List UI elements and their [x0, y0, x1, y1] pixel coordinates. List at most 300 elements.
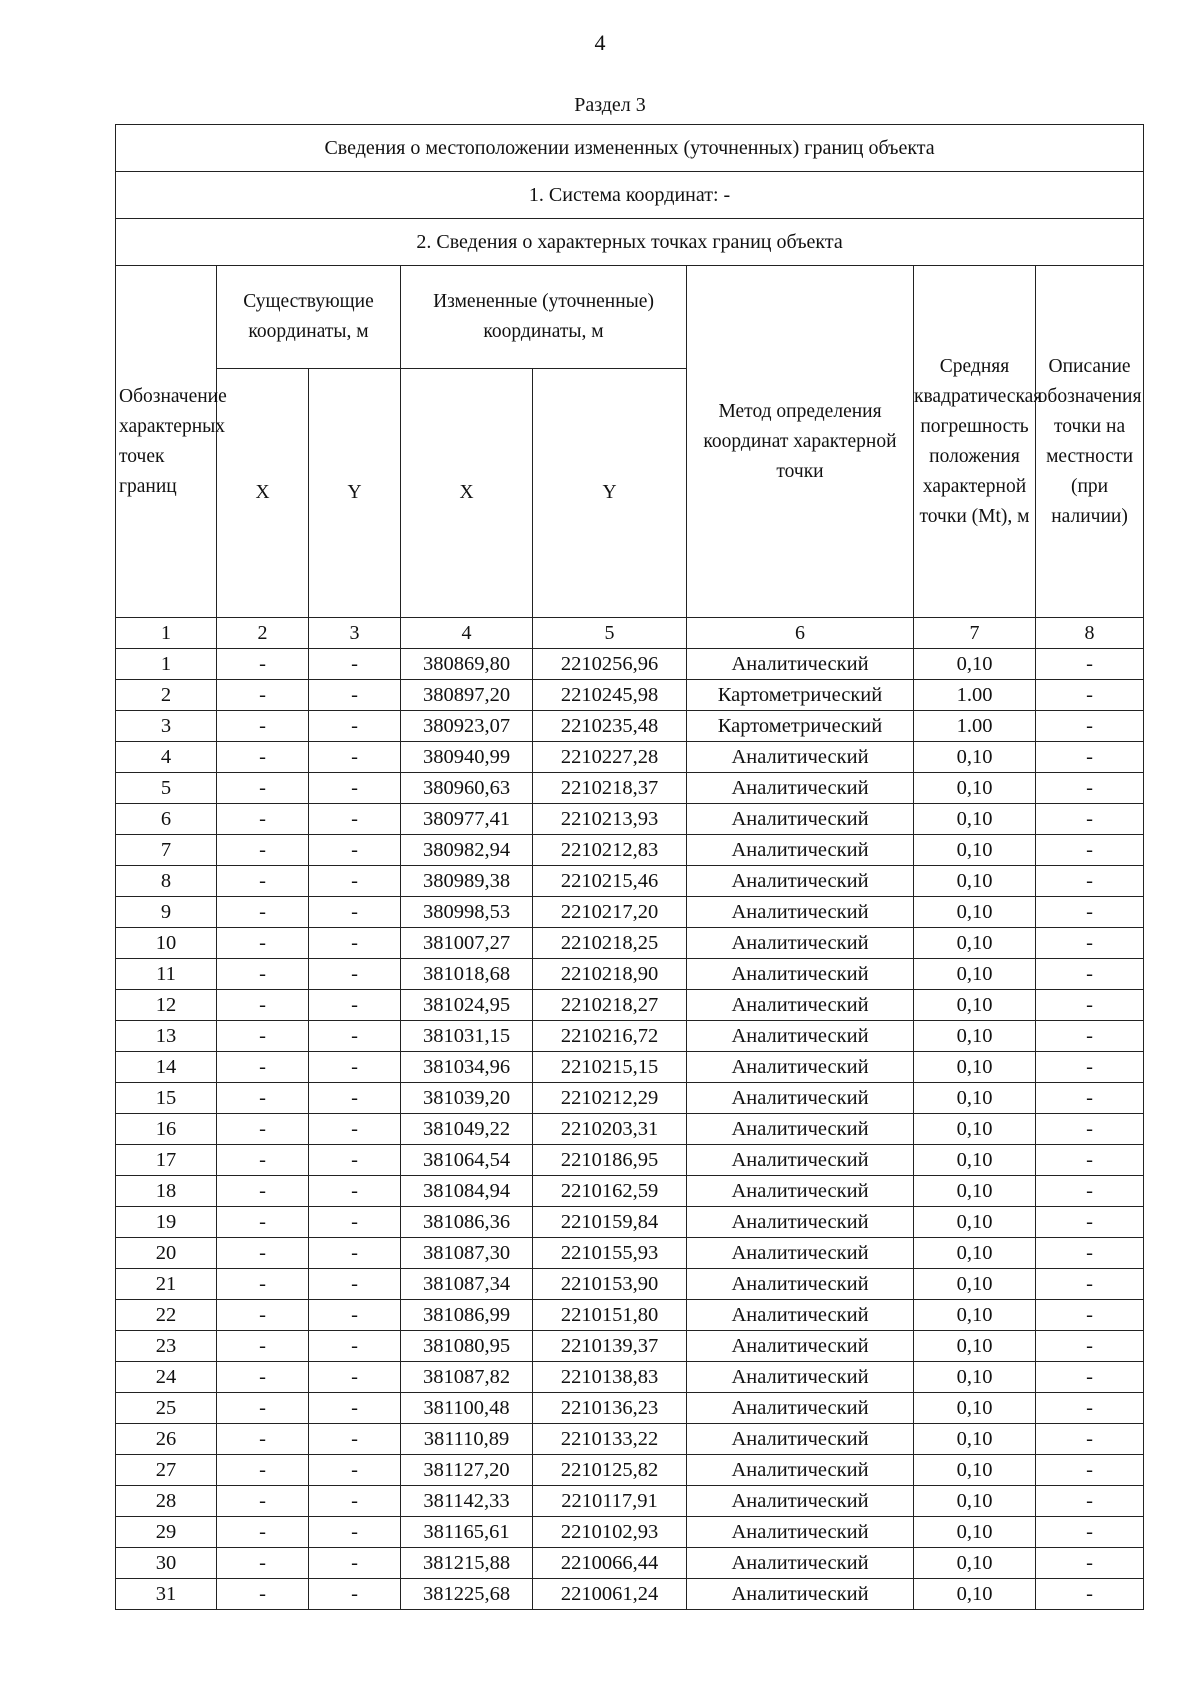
method-cell: Аналитический — [687, 928, 914, 959]
changed-y-cell: 2210213,93 — [533, 804, 687, 835]
existing-x-cell: - — [217, 1238, 309, 1269]
description-cell: - — [1036, 1548, 1144, 1579]
changed-x-cell: 381018,68 — [401, 959, 533, 990]
description-cell: - — [1036, 1517, 1144, 1548]
changed-x-cell: 381225,68 — [401, 1579, 533, 1610]
method-cell: Аналитический — [687, 1455, 914, 1486]
mt-value-cell: 0,10 — [914, 1269, 1036, 1300]
header-existing-y: Y — [309, 369, 401, 618]
changed-y-cell: 2210212,29 — [533, 1083, 687, 1114]
point-number-cell: 1 — [116, 649, 217, 680]
page-number: 4 — [594, 30, 606, 55]
existing-x-cell: - — [217, 1393, 309, 1424]
changed-y-cell: 2210102,93 — [533, 1517, 687, 1548]
description-cell: - — [1036, 1424, 1144, 1455]
changed-y-cell: 2210139,37 — [533, 1331, 687, 1362]
existing-x-cell: - — [217, 773, 309, 804]
existing-x-cell: - — [217, 1176, 309, 1207]
description-cell: - — [1036, 1083, 1144, 1114]
point-number-cell: 2 — [116, 680, 217, 711]
method-cell: Аналитический — [687, 1486, 914, 1517]
method-cell: Картометрический — [687, 680, 914, 711]
changed-y-cell: 2210138,83 — [533, 1362, 687, 1393]
method-cell: Аналитический — [687, 1052, 914, 1083]
description-cell: - — [1036, 1300, 1144, 1331]
mt-value-cell: 0,10 — [914, 1455, 1036, 1486]
header-changed-coordinates: Измененные (уточненные) координаты, м — [401, 266, 687, 369]
table-row — [116, 1207, 1144, 1238]
method-cell: Аналитический — [687, 1300, 914, 1331]
description-cell: - — [1036, 1238, 1144, 1269]
changed-y-cell: 2210066,44 — [533, 1548, 687, 1579]
table-row — [116, 1579, 1144, 1610]
header-method: Метод определения координат характерной точки — [687, 266, 914, 618]
changed-y-cell: 2210218,25 — [533, 928, 687, 959]
existing-x-cell: - — [217, 1579, 309, 1610]
existing-y-cell: - — [309, 1486, 401, 1517]
mt-value-cell: 0,10 — [914, 1486, 1036, 1517]
existing-x-cell: - — [217, 990, 309, 1021]
point-number-cell: 6 — [116, 804, 217, 835]
existing-x-cell: - — [217, 1083, 309, 1114]
changed-y-cell: 2210061,24 — [533, 1579, 687, 1610]
table-row — [116, 680, 1144, 711]
existing-x-cell: - — [217, 866, 309, 897]
method-cell: Аналитический — [687, 1083, 914, 1114]
mt-value-cell: 0,10 — [914, 990, 1036, 1021]
description-cell: - — [1036, 1331, 1144, 1362]
header-existing-x: X — [217, 369, 309, 618]
existing-x-cell: - — [217, 1021, 309, 1052]
existing-x-cell: - — [217, 649, 309, 680]
changed-x-cell: 380869,80 — [401, 649, 533, 680]
point-number-cell: 23 — [116, 1331, 217, 1362]
header-description: Описание обозначения точки на местности (при наличии) — [1036, 266, 1144, 618]
method-cell: Аналитический — [687, 835, 914, 866]
mt-value-cell: 0,10 — [914, 1021, 1036, 1052]
column-number: 8 — [1036, 618, 1144, 649]
table-row — [116, 1176, 1144, 1207]
description-cell: - — [1036, 680, 1144, 711]
mt-value-cell: 0,10 — [914, 1114, 1036, 1145]
existing-x-cell: - — [217, 1114, 309, 1145]
mt-value-cell: 0,10 — [914, 866, 1036, 897]
existing-y-cell: - — [309, 773, 401, 804]
existing-y-cell: - — [309, 680, 401, 711]
changed-x-cell: 381086,99 — [401, 1300, 533, 1331]
changed-y-cell: 2210125,82 — [533, 1455, 687, 1486]
changed-x-cell: 380940,99 — [401, 742, 533, 773]
mt-value-cell: 1.00 — [914, 680, 1036, 711]
existing-x-cell: - — [217, 1052, 309, 1083]
header-designation: Обозначение характерных точек границ — [116, 266, 217, 618]
changed-y-cell: 2210162,59 — [533, 1176, 687, 1207]
point-number-cell: 30 — [116, 1548, 217, 1579]
table-row — [116, 1486, 1144, 1517]
existing-y-cell: - — [309, 1207, 401, 1238]
changed-y-cell: 2210215,46 — [533, 866, 687, 897]
changed-x-cell: 380923,07 — [401, 711, 533, 742]
method-cell: Аналитический — [687, 1207, 914, 1238]
changed-y-cell: 2210159,84 — [533, 1207, 687, 1238]
point-number-cell: 17 — [116, 1145, 217, 1176]
mt-value-cell: 1.00 — [914, 711, 1036, 742]
existing-x-cell: - — [217, 1145, 309, 1176]
method-cell: Аналитический — [687, 773, 914, 804]
changed-x-cell: 381110,89 — [401, 1424, 533, 1455]
coordinate-system: 1. Система координат: - — [116, 172, 1144, 219]
existing-y-cell: - — [309, 649, 401, 680]
method-cell: Картометрический — [687, 711, 914, 742]
method-cell: Аналитический — [687, 649, 914, 680]
changed-y-cell: 2210218,27 — [533, 990, 687, 1021]
existing-x-cell: - — [217, 928, 309, 959]
mt-value-cell: 0,10 — [914, 1517, 1036, 1548]
changed-y-cell: 2210217,20 — [533, 897, 687, 928]
mt-value-cell: 0,10 — [914, 1145, 1036, 1176]
point-number-cell: 29 — [116, 1517, 217, 1548]
changed-x-cell: 381031,15 — [401, 1021, 533, 1052]
table-row — [116, 866, 1144, 897]
changed-x-cell: 381064,54 — [401, 1145, 533, 1176]
changed-y-cell: 2210186,95 — [533, 1145, 687, 1176]
existing-x-cell: - — [217, 1331, 309, 1362]
mt-value-cell: 0,10 — [914, 1362, 1036, 1393]
existing-x-cell: - — [217, 1455, 309, 1486]
boundary-points-table — [115, 124, 1144, 1610]
point-number-cell: 14 — [116, 1052, 217, 1083]
changed-x-cell: 381086,36 — [401, 1207, 533, 1238]
description-cell: - — [1036, 1393, 1144, 1424]
point-number-cell: 21 — [116, 1269, 217, 1300]
mt-value-cell: 0,10 — [914, 1548, 1036, 1579]
description-cell: - — [1036, 928, 1144, 959]
existing-y-cell: - — [309, 1052, 401, 1083]
existing-x-cell: - — [217, 711, 309, 742]
description-cell: - — [1036, 1269, 1144, 1300]
method-cell: Аналитический — [687, 1424, 914, 1455]
existing-x-cell: - — [217, 897, 309, 928]
existing-y-cell: - — [309, 804, 401, 835]
description-cell: - — [1036, 1114, 1144, 1145]
changed-x-cell: 380897,20 — [401, 680, 533, 711]
existing-y-cell: - — [309, 990, 401, 1021]
description-cell: - — [1036, 1486, 1144, 1517]
description-cell: - — [1036, 1579, 1144, 1610]
existing-y-cell: - — [309, 928, 401, 959]
changed-x-cell: 380977,41 — [401, 804, 533, 835]
point-number-cell: 27 — [116, 1455, 217, 1486]
changed-x-cell: 380989,38 — [401, 866, 533, 897]
description-cell: - — [1036, 990, 1144, 1021]
method-cell: Аналитический — [687, 1176, 914, 1207]
existing-y-cell: - — [309, 866, 401, 897]
section-title: Раздел 3 — [574, 94, 646, 116]
existing-y-cell: - — [309, 1362, 401, 1393]
point-number-cell: 3 — [116, 711, 217, 742]
point-number-cell: 24 — [116, 1362, 217, 1393]
table-row — [116, 1362, 1144, 1393]
method-cell: Аналитический — [687, 1579, 914, 1610]
changed-y-cell: 2210136,23 — [533, 1393, 687, 1424]
mt-value-cell: 0,10 — [914, 1238, 1036, 1269]
existing-x-cell: - — [217, 1207, 309, 1238]
changed-y-cell: 2210227,28 — [533, 742, 687, 773]
existing-y-cell: - — [309, 1455, 401, 1486]
description-cell: - — [1036, 1176, 1144, 1207]
changed-y-cell: 2210218,37 — [533, 773, 687, 804]
existing-y-cell: - — [309, 1176, 401, 1207]
table-title: Сведения о местоположении измененных (уточненных) границ объекта — [116, 125, 1144, 172]
header-mt: Средняя квадратическая погрешность положения характерной точки (Mt), м — [914, 266, 1036, 618]
existing-y-cell: - — [309, 742, 401, 773]
existing-y-cell: - — [309, 1393, 401, 1424]
existing-y-cell: - — [309, 1269, 401, 1300]
column-number: 7 — [914, 618, 1036, 649]
mt-value-cell: 0,10 — [914, 959, 1036, 990]
table-row — [116, 804, 1144, 835]
changed-x-cell: 381049,22 — [401, 1114, 533, 1145]
method-cell: Аналитический — [687, 1548, 914, 1579]
column-number: 4 — [401, 618, 533, 649]
changed-y-cell: 2210216,72 — [533, 1021, 687, 1052]
table-row — [116, 1083, 1144, 1114]
changed-y-cell: 2210215,15 — [533, 1052, 687, 1083]
table-row — [116, 742, 1144, 773]
method-cell: Аналитический — [687, 1269, 914, 1300]
column-numbers-row — [116, 618, 1144, 649]
header-changed-x: X — [401, 369, 533, 618]
point-number-cell: 4 — [116, 742, 217, 773]
description-cell: - — [1036, 1455, 1144, 1486]
mt-value-cell: 0,10 — [914, 1424, 1036, 1455]
table-row — [116, 1393, 1144, 1424]
column-number: 1 — [116, 618, 217, 649]
column-number: 3 — [309, 618, 401, 649]
changed-y-cell: 2210218,90 — [533, 959, 687, 990]
table-row — [116, 1548, 1144, 1579]
table-row — [116, 1455, 1144, 1486]
point-number-cell: 22 — [116, 1300, 217, 1331]
table-row — [116, 1114, 1144, 1145]
table-row — [116, 1424, 1144, 1455]
table-row — [116, 990, 1144, 1021]
point-number-cell: 18 — [116, 1176, 217, 1207]
description-cell: - — [1036, 866, 1144, 897]
description-cell: - — [1036, 835, 1144, 866]
table-row — [116, 1021, 1144, 1052]
method-cell: Аналитический — [687, 742, 914, 773]
existing-x-cell: - — [217, 742, 309, 773]
description-cell: - — [1036, 959, 1144, 990]
existing-x-cell: - — [217, 1300, 309, 1331]
method-cell: Аналитический — [687, 1331, 914, 1362]
method-cell: Аналитический — [687, 804, 914, 835]
existing-y-cell: - — [309, 711, 401, 742]
changed-x-cell: 381080,95 — [401, 1331, 533, 1362]
existing-y-cell: - — [309, 1331, 401, 1362]
description-cell: - — [1036, 1362, 1144, 1393]
existing-y-cell: - — [309, 1238, 401, 1269]
changed-x-cell: 381142,33 — [401, 1486, 533, 1517]
header-changed-y: Y — [533, 369, 687, 618]
changed-y-cell: 2210203,31 — [533, 1114, 687, 1145]
existing-x-cell: - — [217, 1548, 309, 1579]
existing-y-cell: - — [309, 1021, 401, 1052]
point-number-cell: 19 — [116, 1207, 217, 1238]
mt-value-cell: 0,10 — [914, 928, 1036, 959]
point-number-cell: 31 — [116, 1579, 217, 1610]
changed-x-cell: 381165,61 — [401, 1517, 533, 1548]
changed-x-cell: 381024,95 — [401, 990, 533, 1021]
description-cell: - — [1036, 711, 1144, 742]
description-cell: - — [1036, 1207, 1144, 1238]
mt-value-cell: 0,10 — [914, 1331, 1036, 1362]
changed-x-cell: 381087,34 — [401, 1269, 533, 1300]
method-cell: Аналитический — [687, 959, 914, 990]
table-row — [116, 1145, 1144, 1176]
description-cell: - — [1036, 804, 1144, 835]
table-row — [116, 928, 1144, 959]
mt-value-cell: 0,10 — [914, 649, 1036, 680]
method-cell: Аналитический — [687, 1114, 914, 1145]
point-number-cell: 8 — [116, 866, 217, 897]
mt-value-cell: 0,10 — [914, 773, 1036, 804]
method-cell: Аналитический — [687, 897, 914, 928]
existing-y-cell: - — [309, 1548, 401, 1579]
existing-x-cell: - — [217, 835, 309, 866]
mt-value-cell: 0,10 — [914, 897, 1036, 928]
point-number-cell: 9 — [116, 897, 217, 928]
column-number: 6 — [687, 618, 914, 649]
table-row — [116, 959, 1144, 990]
existing-x-cell: - — [217, 1517, 309, 1548]
method-cell: Аналитический — [687, 1145, 914, 1176]
point-number-cell: 5 — [116, 773, 217, 804]
changed-x-cell: 381087,30 — [401, 1238, 533, 1269]
point-number-cell: 25 — [116, 1393, 217, 1424]
point-number-cell: 12 — [116, 990, 217, 1021]
changed-x-cell: 380998,53 — [401, 897, 533, 928]
mt-value-cell: 0,10 — [914, 804, 1036, 835]
changed-y-cell: 2210153,90 — [533, 1269, 687, 1300]
description-cell: - — [1036, 773, 1144, 804]
mt-value-cell: 0,10 — [914, 835, 1036, 866]
mt-value-cell: 0,10 — [914, 1052, 1036, 1083]
changed-y-cell: 2210133,22 — [533, 1424, 687, 1455]
method-cell: Аналитический — [687, 990, 914, 1021]
column-number: 5 — [533, 618, 687, 649]
changed-y-cell: 2210117,91 — [533, 1486, 687, 1517]
point-number-cell: 26 — [116, 1424, 217, 1455]
existing-y-cell: - — [309, 1083, 401, 1114]
point-number-cell: 7 — [116, 835, 217, 866]
existing-x-cell: - — [217, 1486, 309, 1517]
table-row — [116, 835, 1144, 866]
point-number-cell: 16 — [116, 1114, 217, 1145]
mt-value-cell: 0,10 — [914, 1176, 1036, 1207]
changed-x-cell: 381039,20 — [401, 1083, 533, 1114]
method-cell: Аналитический — [687, 1517, 914, 1548]
mt-value-cell: 0,10 — [914, 1207, 1036, 1238]
existing-x-cell: - — [217, 959, 309, 990]
description-cell: - — [1036, 649, 1144, 680]
existing-y-cell: - — [309, 1114, 401, 1145]
point-number-cell: 10 — [116, 928, 217, 959]
changed-x-cell: 381084,94 — [401, 1176, 533, 1207]
mt-value-cell: 0,10 — [914, 1083, 1036, 1114]
existing-y-cell: - — [309, 1424, 401, 1455]
changed-x-cell: 380960,63 — [401, 773, 533, 804]
table-row — [116, 711, 1144, 742]
point-number-cell: 28 — [116, 1486, 217, 1517]
changed-x-cell: 381127,20 — [401, 1455, 533, 1486]
table-row — [116, 1331, 1144, 1362]
changed-y-cell: 2210245,98 — [533, 680, 687, 711]
changed-y-cell: 2210235,48 — [533, 711, 687, 742]
description-cell: - — [1036, 897, 1144, 928]
table-row — [116, 1238, 1144, 1269]
mt-value-cell: 0,10 — [914, 742, 1036, 773]
changed-y-cell: 2210151,80 — [533, 1300, 687, 1331]
mt-value-cell: 0,10 — [914, 1579, 1036, 1610]
existing-y-cell: - — [309, 1145, 401, 1176]
existing-x-cell: - — [217, 1424, 309, 1455]
existing-y-cell: - — [309, 1579, 401, 1610]
method-cell: Аналитический — [687, 1238, 914, 1269]
changed-x-cell: 381034,96 — [401, 1052, 533, 1083]
header-existing-coordinates: Существующие координаты, м — [217, 266, 401, 369]
existing-y-cell: - — [309, 959, 401, 990]
mt-value-cell: 0,10 — [914, 1300, 1036, 1331]
table-row — [116, 897, 1144, 928]
description-cell: - — [1036, 1052, 1144, 1083]
point-number-cell: 13 — [116, 1021, 217, 1052]
mt-value-cell: 0,10 — [914, 1393, 1036, 1424]
changed-x-cell: 381087,82 — [401, 1362, 533, 1393]
existing-x-cell: - — [217, 1269, 309, 1300]
column-number: 2 — [217, 618, 309, 649]
table-row — [116, 649, 1144, 680]
point-number-cell: 15 — [116, 1083, 217, 1114]
method-cell: Аналитический — [687, 1362, 914, 1393]
method-cell: Аналитический — [687, 1393, 914, 1424]
changed-x-cell: 381215,88 — [401, 1548, 533, 1579]
point-number-cell: 20 — [116, 1238, 217, 1269]
description-cell: - — [1036, 742, 1144, 773]
changed-x-cell: 381007,27 — [401, 928, 533, 959]
point-number-cell: 11 — [116, 959, 217, 990]
method-cell: Аналитический — [687, 866, 914, 897]
points-caption: 2. Сведения о характерных точках границ объекта — [116, 219, 1144, 266]
table-row — [116, 773, 1144, 804]
table-row — [116, 1517, 1144, 1548]
description-cell: - — [1036, 1021, 1144, 1052]
table-row — [116, 1300, 1144, 1331]
changed-y-cell: 2210212,83 — [533, 835, 687, 866]
existing-y-cell: - — [309, 835, 401, 866]
changed-y-cell: 2210155,93 — [533, 1238, 687, 1269]
method-cell: Аналитический — [687, 1021, 914, 1052]
table-row — [116, 1052, 1144, 1083]
existing-y-cell: - — [309, 1300, 401, 1331]
existing-x-cell: - — [217, 804, 309, 835]
existing-x-cell: - — [217, 680, 309, 711]
existing-x-cell: - — [217, 1362, 309, 1393]
changed-x-cell: 381100,48 — [401, 1393, 533, 1424]
changed-y-cell: 2210256,96 — [533, 649, 687, 680]
changed-x-cell: 380982,94 — [401, 835, 533, 866]
